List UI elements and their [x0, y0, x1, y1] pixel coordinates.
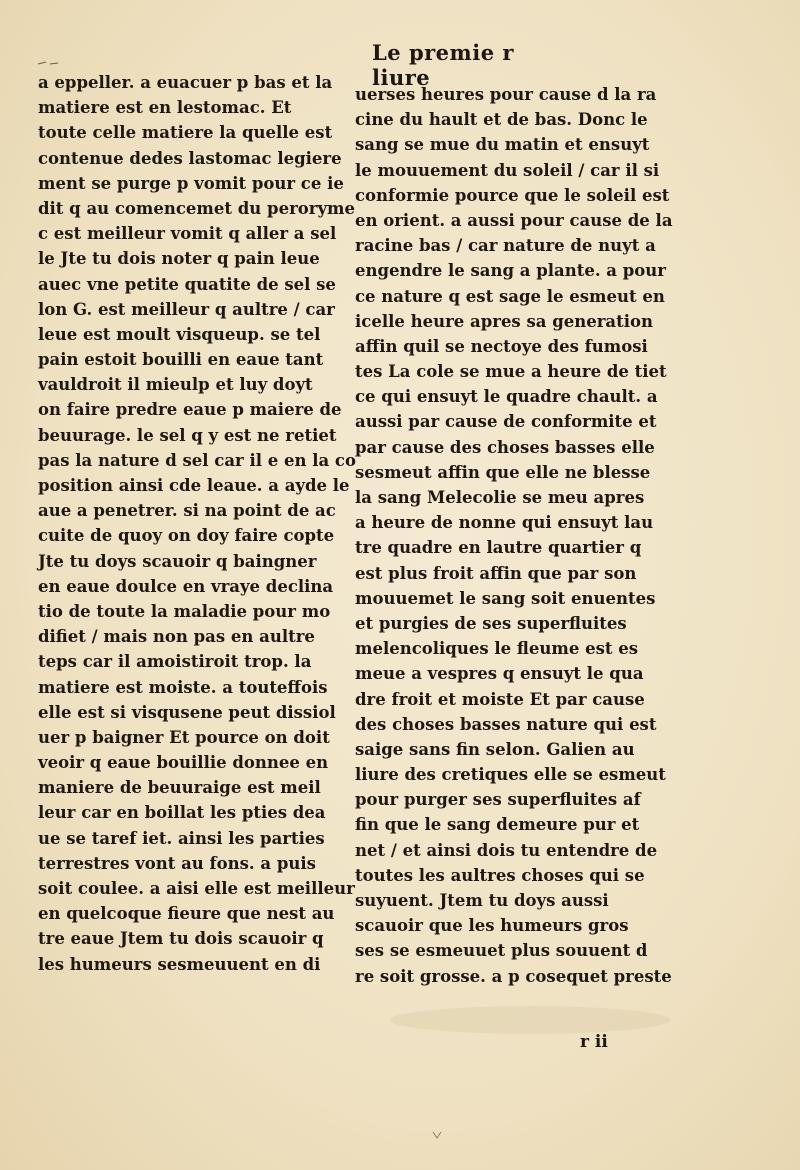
text-line: lon G. est meilleur q aultre / car	[38, 299, 335, 319]
text-line: sesmeut affin que elle ne blesse	[355, 462, 651, 482]
text-line: matiere est en lestomac. Et	[38, 98, 292, 118]
text-line: dit q au comencemet du peroryme	[38, 198, 356, 218]
text-line: re soit grosse. a p cosequet preste	[355, 966, 672, 986]
text-line: pain estoit bouilli en eaue tant	[38, 350, 324, 370]
text-line: auec vne petite quatite de sel se	[38, 274, 336, 294]
text-line: affin quil se nectoye des fumosi	[355, 336, 648, 356]
signature-mark: r ii	[580, 1032, 608, 1052]
text-line: le mouuement du soleil / car il si	[355, 160, 660, 180]
text-line: et purgies de ses superfluites	[355, 613, 627, 633]
text-line: vauldroit il mieulp et luy doyt	[38, 375, 313, 395]
text-line: teps car il amoistiroit trop. la	[38, 652, 312, 672]
text-line: tre quadre en lautre quartier q	[355, 538, 642, 558]
text-line: le Jte tu dois noter q pain leue	[38, 249, 320, 269]
text-line: cine du hault et de bas. Donc le	[355, 110, 648, 130]
text-line: scauoir que les humeurs gros	[355, 916, 629, 936]
text-line: beuurage. le sel q y est ne retiet	[38, 425, 337, 445]
text-line: melencoliques le fleume est es	[355, 639, 639, 659]
text-line: suyuent. Jtem tu doys aussi	[355, 891, 609, 910]
text-line: la sang Melecolie se meu apres	[355, 488, 645, 507]
text-line: tes La cole se mue a heure de tiet	[355, 362, 667, 382]
text-line: engendre le sang a plante. a pour	[355, 261, 666, 281]
text-line: ce qui ensuyt le quadre chault. a	[355, 387, 658, 407]
text-line: pas la nature d sel car il e en la co	[38, 450, 356, 470]
left-text-column	[38, 70, 360, 977]
running-head: Le premie r liure	[372, 40, 514, 90]
text-line: elle est si visqusene peut dissiol	[38, 702, 336, 722]
text-line: dre froit et moiste Et par cause	[355, 689, 645, 709]
text-line: leue est moult visqueup. se tel	[38, 324, 321, 344]
text-line: a heure de nonne qui ensuyt lau	[355, 513, 654, 533]
text-line: terrestres vont au fons. a puis	[38, 853, 316, 873]
text-line: sang se mue du matin et ensuyt	[355, 135, 650, 155]
text-line: racine bas / car nature de nuyt a	[355, 236, 656, 256]
text-line: par cause des choses basses elle	[355, 437, 655, 457]
text-line: a eppeller. a euacuer p bas et la	[38, 73, 333, 92]
text-line: aussi par cause de conformite et	[355, 412, 657, 432]
text-line: uerses heures pour cause d la ra	[355, 85, 657, 104]
text-line: tre eaue Jtem tu dois scauoir q	[38, 929, 324, 949]
text-line: maniere de beuuraige est meil	[38, 778, 321, 798]
text-line: contenue dedes lastomac legiere	[38, 148, 342, 168]
ink-marks	[36, 58, 76, 68]
text-line: veoir q eaue bouillie donnee en	[38, 753, 329, 773]
text-line: toute celle matiere la quelle est	[38, 123, 333, 143]
text-line: les humeurs sesmeuuent en di	[38, 954, 321, 974]
text-line: saige sans fin selon. Galien au	[355, 739, 635, 759]
text-line: difiet / mais non pas en aultre	[38, 627, 315, 647]
text-line: uer p baigner Et pource on doit	[38, 727, 330, 747]
text-line: est plus froit affin que par son	[355, 563, 637, 583]
text-line: ses se esmeuuet plus souuent d	[355, 941, 648, 961]
text-line: ce nature q est sage le esmeut en	[355, 286, 665, 306]
text-line: icelle heure apres sa generation	[355, 311, 653, 331]
text-line: on faire predre eaue p maiere de	[38, 400, 342, 420]
text-line: cuite de quoy on doy faire copte	[38, 526, 335, 546]
text-line: fin que le sang demeure pur et	[355, 815, 640, 835]
text-line: liure des cretiques elle se esmeut	[355, 765, 666, 785]
text-line: tio de toute la maladie pour mo	[38, 601, 331, 621]
text-line: position ainsi cde leaue. a ayde le	[38, 476, 350, 495]
text-line: soit coulee. a aisi elle est meilleur	[38, 879, 355, 898]
text-line: conformie pource que le soleil est	[355, 185, 670, 205]
text-line: Jte tu doys scauoir q baingner	[38, 551, 317, 571]
text-line: mouuemet le sang soit enuentes	[355, 588, 656, 608]
text-line: c est meilleur vomit q aller a sel	[38, 224, 337, 244]
text-line: en quelcoque fieure que nest au	[38, 904, 335, 924]
text-line: leur car en boillat les pties dea	[38, 803, 326, 823]
text-line: des choses basses nature qui est	[355, 714, 657, 734]
text-line: aue a penetrer. si na point de ac	[38, 501, 336, 521]
text-line: en orient. a aussi pour cause de la	[355, 210, 673, 230]
text-line: toutes les aultres choses qui se	[355, 865, 645, 885]
text-line: ment se purge p vomit pour ce ie	[38, 173, 344, 193]
text-line: en eaue doulce en vraye declina	[38, 576, 334, 596]
pencil-mark	[430, 1128, 444, 1142]
text-line: ue se taref iet. ainsi les parties	[38, 828, 325, 848]
right-text-column	[355, 82, 690, 989]
text-line: pour purger ses superfluites af	[355, 790, 641, 810]
text-line: meue a vespres q ensuyt le qua	[355, 664, 644, 684]
text-line: matiere est moiste. a touteffois	[38, 677, 328, 697]
text-line: net / et ainsi dois tu entendre de	[355, 840, 658, 860]
